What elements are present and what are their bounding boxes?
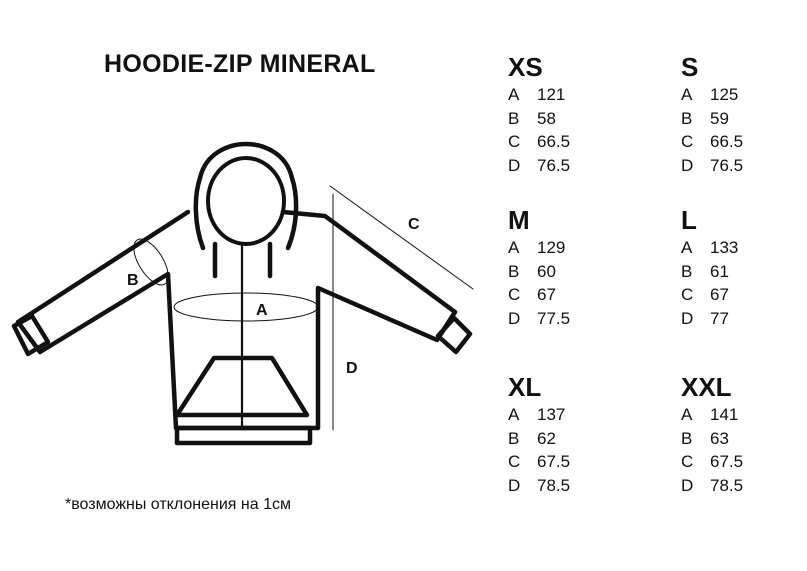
measure-value: 67.5 [710,452,744,471]
measure-value: 59 [710,108,729,128]
measure-value: 78.5 [537,475,571,495]
measure-key: D [681,475,694,495]
measure-key: D [508,308,521,328]
measure-value: 76.5 [537,155,571,175]
measure-value: 133 [710,238,739,257]
measure-key: C [508,132,521,151]
measure-key: D [681,308,694,328]
measure-row [681,283,801,307]
measure-value: 67 [537,285,556,304]
measure-key: C [681,285,694,304]
measure-key: C [508,452,521,471]
measure-key: B [681,261,693,281]
size-block-xl [508,372,628,497]
measure-key: D [508,475,521,495]
product-title: HOODIE-ZIP MINERAL [104,50,376,78]
measure-key: D [508,155,521,175]
measure-row [508,474,628,498]
size-name: XXL [681,372,732,402]
measure-row [508,283,628,307]
measure-row [681,154,801,178]
label-a: A [256,302,268,319]
measure-value: 77 [710,308,729,328]
measure-row [508,403,628,427]
measure-value: 78.5 [710,475,744,495]
measure-row [508,236,628,260]
measure-key: A [681,85,693,104]
measure-row [508,307,628,331]
measure-key: A [681,405,693,424]
size-block-xxl [681,372,801,497]
measure-row [508,154,628,178]
size-block-s [681,52,801,177]
measure-key: C [508,285,521,304]
measure-row [508,427,628,451]
measure-value: 58 [537,108,556,128]
measure-row [681,107,801,131]
measure-key: A [508,405,520,424]
size-name: M [508,205,530,235]
measure-row [681,307,801,331]
measure-key: B [681,108,693,128]
size-block-m [508,205,628,330]
measure-key: B [508,261,520,281]
size-name: L [681,205,697,235]
measure-value: 137 [537,405,566,424]
size-block-xs [508,52,628,177]
measure-row [681,83,801,107]
size-name: XS [508,52,543,82]
measure-key: A [681,238,693,257]
measure-key: A [508,238,520,257]
measure-key: B [508,108,520,128]
measure-row [681,474,801,498]
measure-value: 62 [537,428,556,448]
measure-row [681,427,801,451]
measure-row [681,236,801,260]
measure-value: 141 [710,405,739,424]
hem-band [177,428,310,443]
deviation-note: *возможны отклонения на 1см [65,496,291,513]
measure-row [508,107,628,131]
label-d: D [346,360,358,377]
measure-value: 61 [710,261,729,281]
measure-row [508,450,628,474]
measure-value: 60 [537,261,556,281]
measure-row [681,130,801,154]
size-name: XL [508,372,542,402]
measure-row [681,450,801,474]
measure-key: B [508,428,520,448]
measure-row [508,260,628,284]
measure-key: C [681,132,694,151]
measure-a-line [174,293,318,321]
measure-key: A [508,85,520,104]
measure-value: 129 [537,238,566,257]
measure-row [508,83,628,107]
measure-value: 63 [710,428,729,448]
measure-row [508,130,628,154]
hood-inner [208,158,284,244]
size-block-l [681,205,801,330]
label-c: C [408,216,420,233]
measure-value: 67 [710,285,729,304]
measure-value: 77.5 [537,308,571,328]
measure-value: 67.5 [537,452,571,471]
measure-row [681,260,801,284]
size-name: S [681,52,699,82]
measure-value: 121 [537,85,566,104]
measure-value: 66.5 [537,132,571,151]
measure-row [681,403,801,427]
label-b: B [127,272,139,289]
measure-key: B [681,428,693,448]
measure-key: D [681,155,694,175]
measure-value: 76.5 [710,155,744,175]
measure-value: 125 [710,85,739,104]
measure-value: 66.5 [710,132,744,151]
measure-key: C [681,452,694,471]
